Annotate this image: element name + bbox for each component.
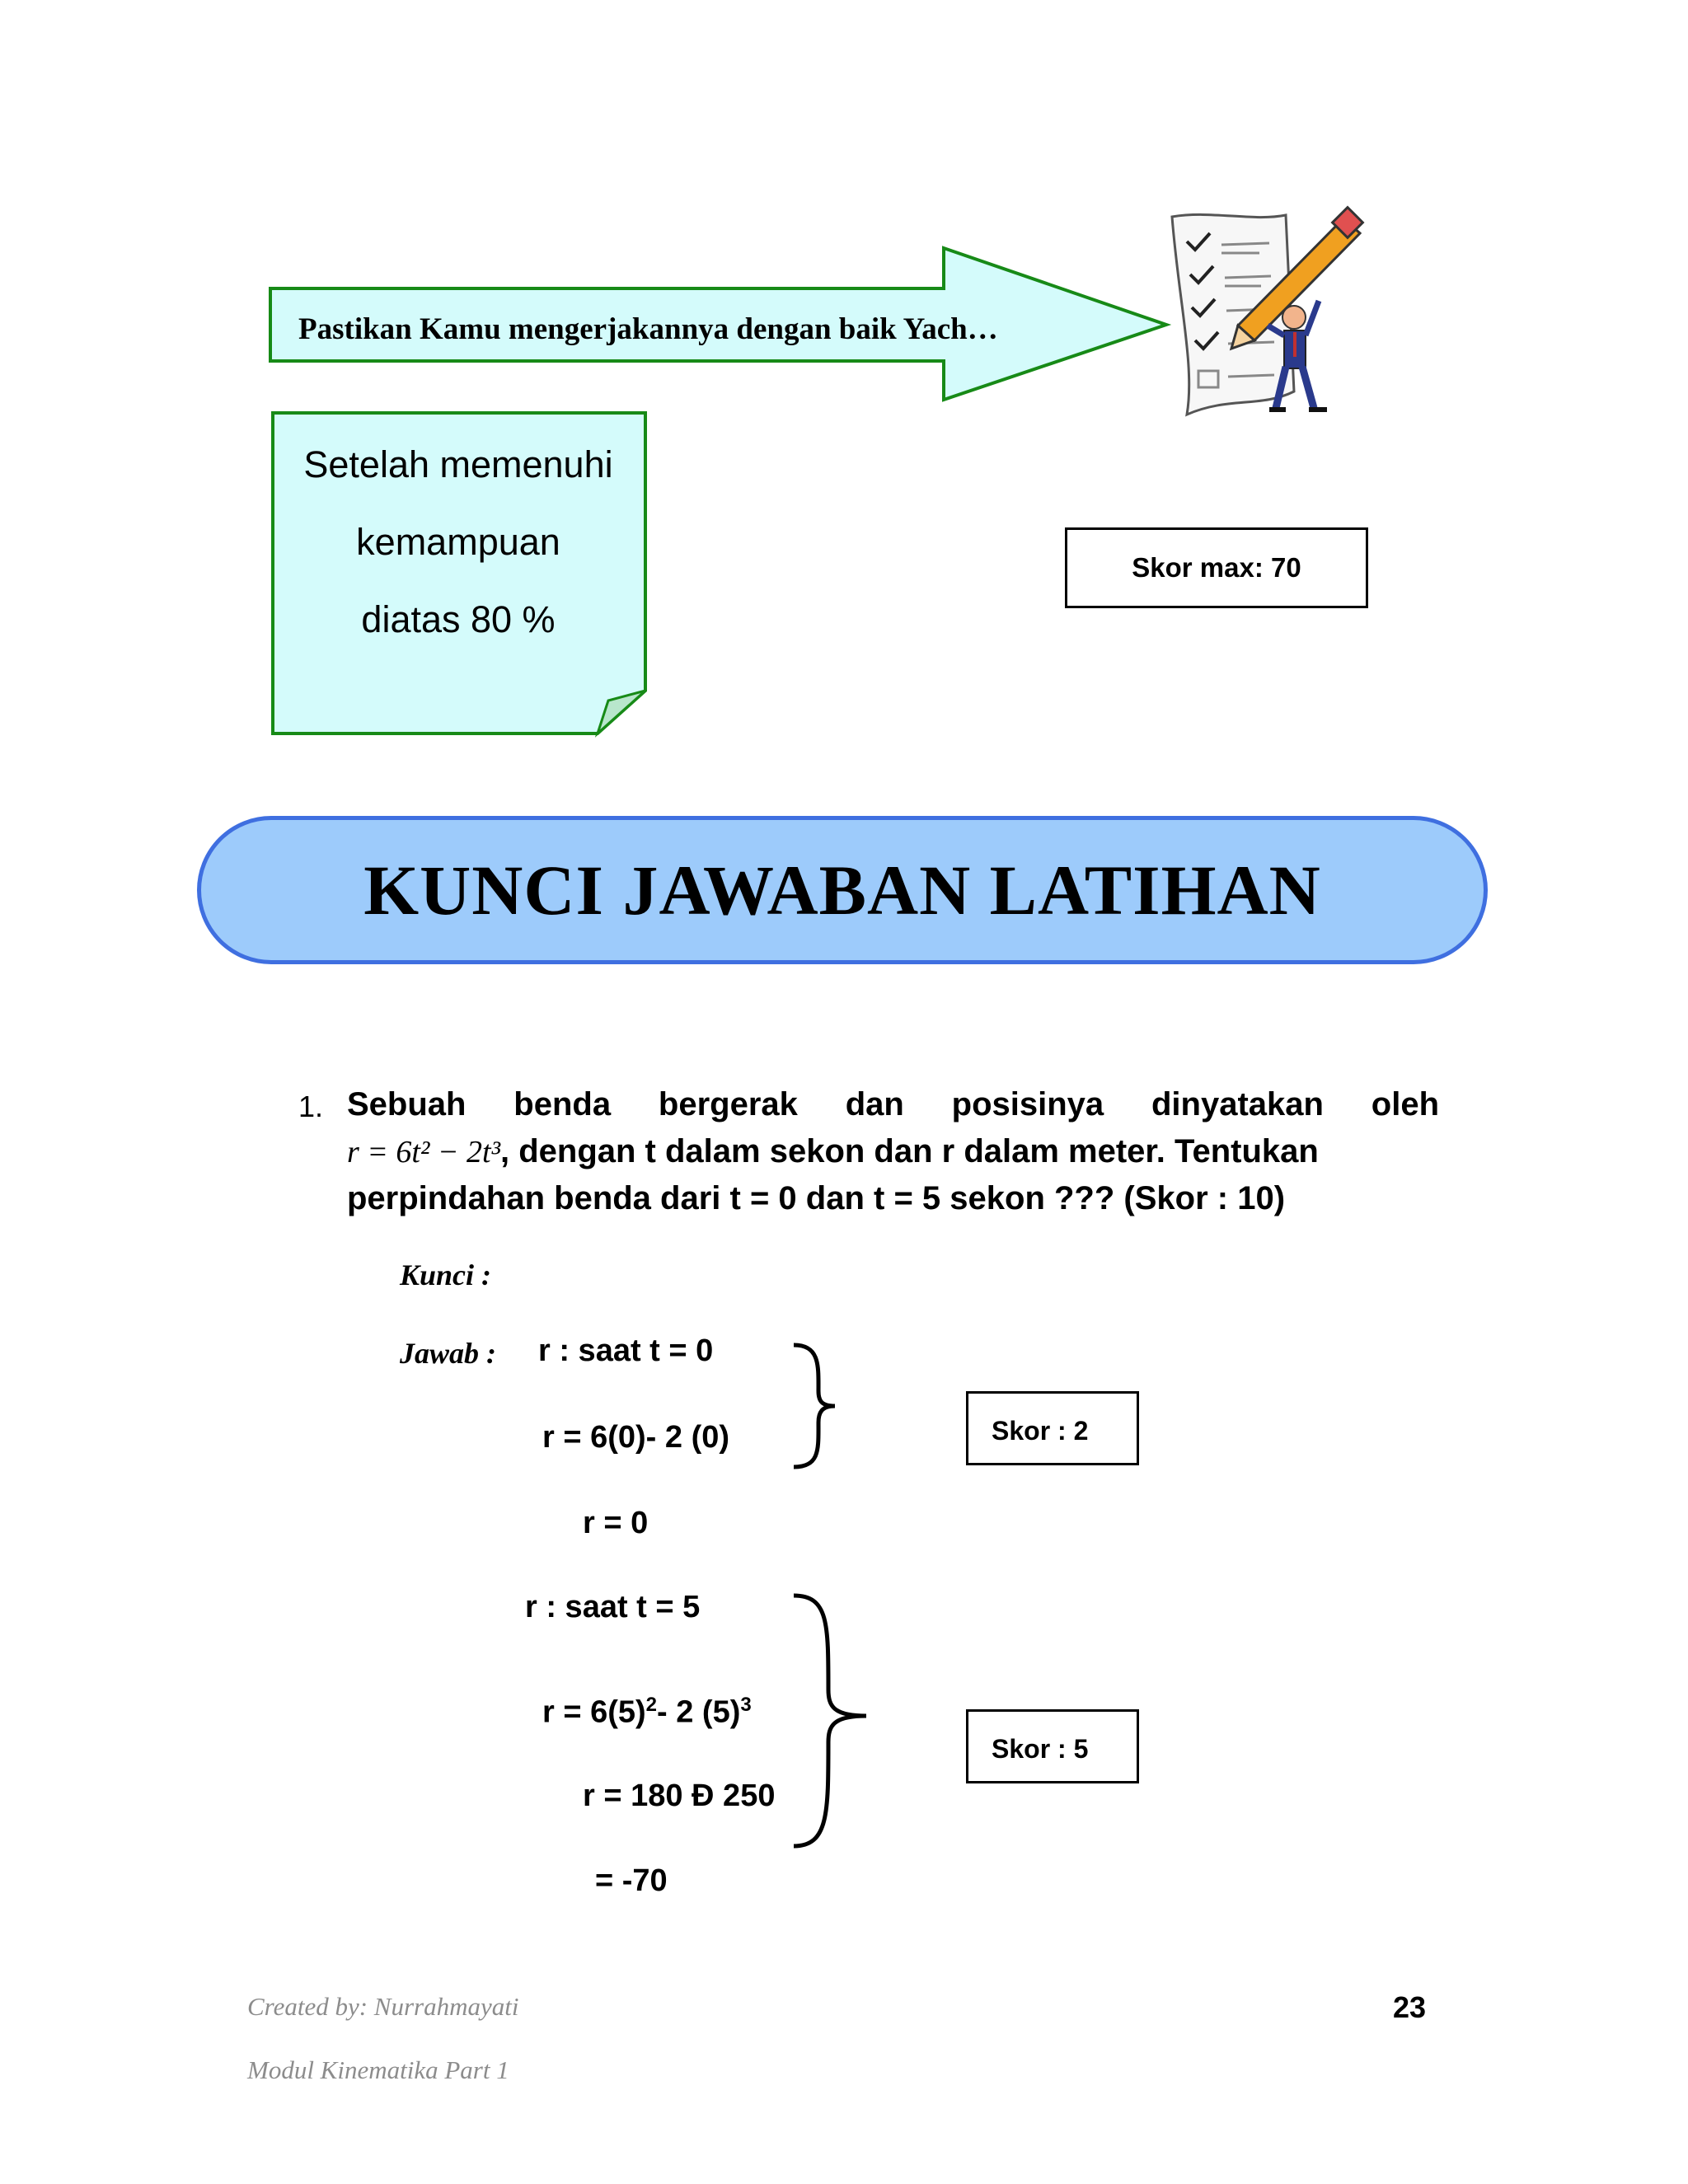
score-box-step-2: Skor : 5 [966, 1709, 1139, 1783]
step-4: r : saat t = 5 [525, 1590, 701, 1624]
footer-author: Created by: Nurrahmayati [247, 1992, 519, 2021]
question-line-1: Sebuah benda bergerak dan posisinya dinyatakan oleh [347, 1086, 1439, 1122]
question-line-2-text: , dengan t dalam sekon dan r dalam meter. Tentukan [499, 1133, 1319, 1169]
checklist-pencil-icon [1162, 202, 1376, 424]
step-5-exp-2: 3 [740, 1694, 752, 1716]
page-number: 23 [1393, 1990, 1427, 2024]
brace-2 [787, 1591, 870, 1854]
step-5-exp-1: 2 [645, 1694, 658, 1716]
score-box-step-1: Skor : 2 [966, 1391, 1139, 1465]
note-line-2: kemampuan [356, 521, 560, 563]
step-3: r = 0 [583, 1506, 649, 1540]
title-banner [197, 816, 1488, 964]
page-title: KUNCI JAWABAN LATIHAN [363, 851, 1321, 930]
footer-module: Modul Kinematika Part 1 [247, 2055, 509, 2084]
step-5-mid: - 2 (5) [657, 1694, 741, 1730]
question-number: 1. [298, 1090, 324, 1123]
step-6: r = 180 Ð 250 [583, 1779, 776, 1813]
kunci-label: Kunci : [400, 1258, 492, 1291]
step-2: r = 6(0)- 2 (0) [542, 1420, 730, 1455]
step-5-base: r = 6(5) [542, 1694, 646, 1730]
brace-1 [787, 1342, 845, 1474]
step-5 [542, 1694, 752, 1731]
question-line-2 [347, 1133, 1439, 1170]
position-formula: r = 6t² − 2t³ [347, 1135, 500, 1169]
note-line-1: Setelah memenuhi [303, 443, 613, 485]
question-line-3: perpindahan benda dari t = 0 dan t = 5 sekon ??? (Skor : 10) [347, 1180, 1286, 1216]
score-max-box: Skor max: 70 [1065, 527, 1368, 608]
step-7: = -70 [595, 1863, 668, 1898]
arrow-banner-text: Pastikan Kamu mengerjakannya dengan baik Yach… [298, 312, 998, 346]
jawab-label: Jawab : [400, 1337, 496, 1370]
note-line-3: diatas 80 % [361, 598, 556, 640]
step-1: r : saat t = 0 [538, 1333, 714, 1368]
